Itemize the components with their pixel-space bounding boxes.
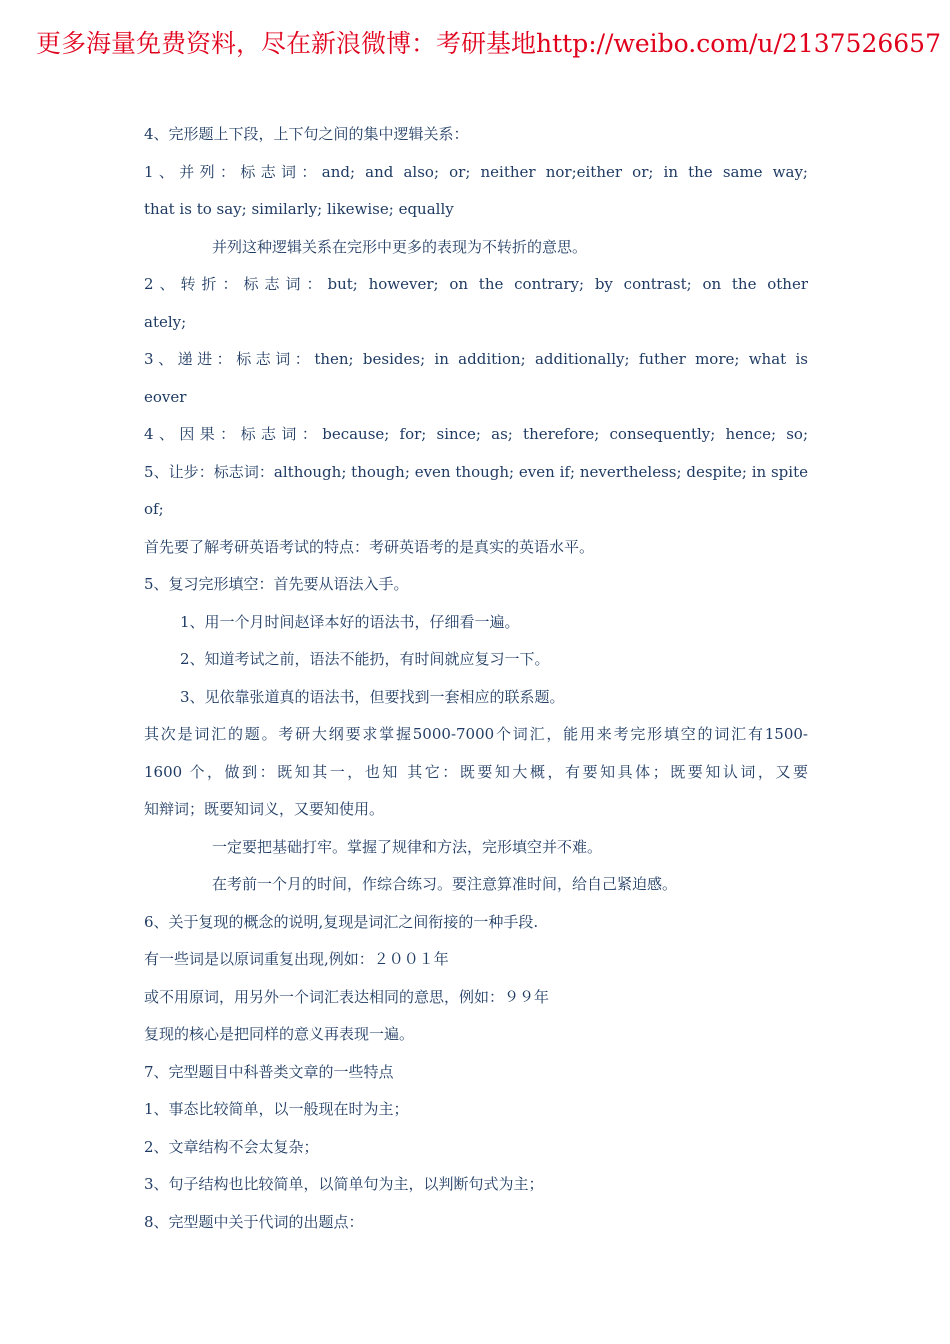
text-line: 在考前一个月的时间，作综合练习。要注意算准时间，给自己紧迫感。: [212, 875, 678, 893]
text-line: 6、关于复现的概念的说明,复现是词汇之间衔接的一种手段.: [144, 912, 539, 931]
text-line: eover: [144, 387, 187, 406]
text-line: 7、完型题目中科普类文章的一些特点: [144, 1062, 394, 1081]
text-line: 5、让步：标志词：although; though; even though; even if; nevertheless; despite; in spite: [144, 462, 808, 481]
text-line: 4、完形题上下段，上下句之间的集中逻辑关系：: [144, 125, 469, 143]
text-line: 有一些词是以原词重复出现,例如：２００１年: [144, 950, 449, 968]
text-line: 其次是词汇的题。考研大纲要求掌握5000-7000个词汇，能用来考完形填空的词汇有1500-: [144, 725, 808, 743]
text-line: 8、完型题中关于代词的出题点：: [144, 1212, 364, 1231]
text-line: 1600 个，做到：既知其一，也知 其它：既要知大概，有要知具体；既要知认词，又要: [144, 762, 808, 781]
document-body: [144, 116, 808, 1241]
text-line: of;: [144, 500, 164, 518]
text-line: 或不用原词，用另外一个词汇表达相同的意思，例如：９９年: [144, 987, 550, 1006]
text-line: 5、复习完形填空：首先要从语法入手。: [144, 575, 409, 593]
text-line: 复现的核心是把同样的意义再表现一遍。: [144, 1025, 415, 1043]
promo-banner: 更多海量免费资料，尽在新浪微博：考研基地http://weibo.com/u/2137526657: [36, 29, 941, 58]
text-line: 知辩词；既要知词义，又要知使用。: [144, 800, 385, 818]
text-line: 首先要了解考研英语考试的特点：考研英语考的是真实的英语水平。: [144, 537, 595, 556]
text-line: 1、并列：标志词：and; and also; or; neither nor;either or; in the same way;: [144, 162, 808, 181]
text-line: 1、事态比较简单，以一般现在时为主；: [144, 1100, 409, 1118]
text-line: 并列这种逻辑关系在完形中更多的表现为不转折的意思。: [212, 237, 588, 256]
text-line: 2、知道考试之前，语法不能扔，有时间就应复习一下。: [180, 650, 550, 668]
text-line: 3、递进：标志词：then; besides; in addition; additionally; futher more; what is: [144, 350, 808, 368]
text-line: 3、句子结构也比较简单，以简单句为主，以判断句式为主；: [144, 1175, 544, 1193]
text-line: that is to say; similarly; likewise; equally: [144, 200, 454, 218]
text-line: 3、见依靠张道真的语法书，但要找到一套相应的联系题。: [180, 687, 565, 706]
text-line: 2、文章结构不会太复杂；: [144, 1137, 319, 1156]
text-line: 1、用一个月时间赵译本好的语法书，仔细看一遍。: [180, 612, 520, 631]
text-line: 4、因果：标志词：because; for; since; as; therefore; consequently; hence; so;: [144, 425, 808, 443]
text-line: 一定要把基础打牢。掌握了规律和方法，完形填空并不难。: [212, 837, 603, 856]
text-line: 2、转折：标志词：but; however; on the contrary; by contrast; on the other: [144, 275, 808, 293]
text-line: ately;: [144, 312, 187, 331]
